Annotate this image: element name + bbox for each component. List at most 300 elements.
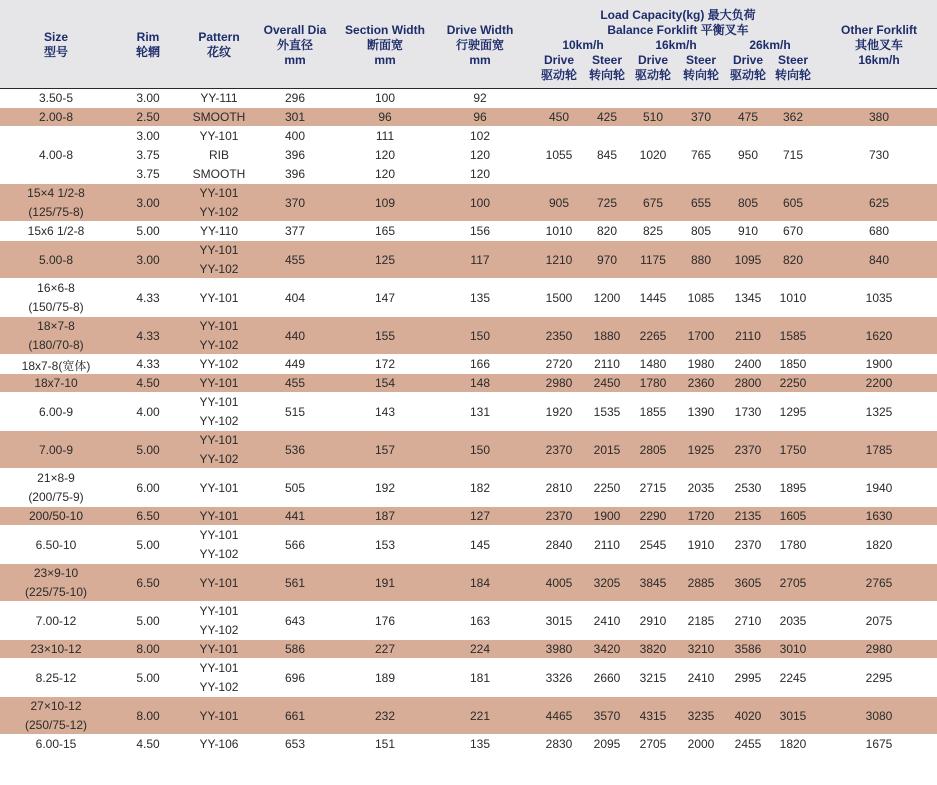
load-cell: 2095: [593, 737, 621, 751]
pattern-cell: YY-101: [199, 290, 239, 305]
section-width-cell: 120: [374, 167, 396, 181]
drive-width-cell: 163: [469, 613, 491, 628]
overall-dia-header-line: Overall Dia: [263, 23, 327, 37]
load-cell: 3845: [639, 575, 667, 590]
rim-cell: 4.50: [136, 737, 160, 751]
size-cell: 18x7-8(宽体): [21, 359, 91, 373]
load-cell: 1200: [593, 290, 621, 305]
load-cell: 2830: [545, 737, 573, 751]
pattern-cell: YY-102: [199, 452, 239, 466]
rim-cell: 3.00: [136, 91, 160, 105]
drive-subheader-line: Drive: [543, 53, 575, 67]
load-cell: 2035: [779, 613, 807, 628]
load-cell: 880: [690, 252, 712, 267]
overall-dia-cell: 377: [284, 224, 306, 238]
section-width-cell: 151: [374, 737, 396, 751]
load-cell: 905: [548, 195, 570, 210]
section-width-cell: 192: [374, 480, 396, 495]
section-width-cell: 153: [374, 537, 396, 552]
other-forklift-cell: 2295: [865, 670, 893, 685]
table-row: [0, 431, 937, 469]
rim-cell: 5.00: [136, 613, 160, 628]
table-row: [0, 317, 937, 355]
size-cell: 23×10-12: [30, 642, 82, 656]
load-cell: 1535: [593, 404, 621, 419]
pattern-cell: YY-101: [199, 575, 239, 590]
table-row: [0, 222, 937, 241]
overall-dia-header-line: mm: [284, 53, 306, 67]
load-cell: 2840: [545, 537, 573, 552]
size-cell: 3.50-5: [38, 91, 74, 105]
overall-dia-cell: 449: [284, 357, 306, 371]
drive-width-cell: 181: [469, 670, 491, 685]
pattern-cell: YY-102: [199, 262, 239, 276]
load-cell: 1390: [687, 404, 715, 419]
load-cell: 725: [596, 195, 618, 210]
load-cell: 715: [782, 148, 804, 162]
rim-cell: 3.00: [136, 129, 160, 143]
load-cell: 3210: [687, 642, 715, 656]
load-cell: 765: [690, 148, 712, 162]
load-cell: 2705: [779, 575, 807, 590]
pattern-cell: YY-101: [199, 642, 239, 656]
table-row: [0, 127, 937, 184]
pattern-cell: YY-111: [200, 91, 238, 105]
pattern-cell: YY-101: [199, 319, 239, 333]
load-cell: 3010: [779, 642, 807, 656]
pattern-cell: YY-102: [199, 357, 239, 371]
load-cell: 2290: [639, 509, 667, 523]
overall-dia-cell: 370: [284, 195, 306, 210]
rim-cell: 6.00: [136, 480, 160, 495]
drive-width-cell: 224: [469, 642, 491, 656]
rim-header-line: 轮辋: [135, 45, 160, 59]
pattern-cell: YY-101: [199, 129, 239, 143]
load-cell: 1925: [687, 442, 715, 457]
load-cell: 1585: [779, 328, 807, 343]
load-cell: 1850: [779, 357, 807, 371]
load-cell: 2110: [594, 357, 620, 371]
load-cell: 2530: [734, 480, 762, 495]
overall-dia-cell: 296: [284, 91, 306, 105]
load-cell: 362: [782, 110, 804, 124]
drive-width-cell: 145: [469, 537, 491, 552]
load-cell: 605: [782, 195, 804, 210]
other-forklift-cell: 2765: [865, 575, 893, 590]
pattern-cell: YY-101: [199, 509, 239, 523]
other-forklift-header: [819, 23, 937, 68]
drive-width-cell: 120: [469, 148, 491, 162]
size-cell: 6.00-9: [38, 404, 74, 419]
pattern-cell: YY-101: [199, 186, 239, 200]
load-cell: 425: [596, 110, 618, 124]
drive-width-cell: 184: [469, 575, 491, 590]
load-cell: 1085: [687, 290, 715, 305]
table-row: [0, 735, 937, 754]
rim-cell: 3.75: [136, 167, 160, 181]
steer-subheader-line: Steer: [777, 53, 809, 67]
drive-width-cell: 135: [469, 290, 491, 305]
steer-subheader-line: 转向轮: [774, 68, 811, 82]
load-cell: 1720: [687, 509, 715, 523]
load-cell: 1730: [734, 404, 762, 419]
load-cell: 2705: [639, 737, 667, 751]
overall-dia-cell: 455: [284, 252, 306, 267]
speed-26-header: 26km/h: [749, 38, 791, 52]
drive-width-cell: 221: [469, 708, 491, 723]
section-width-cell: 100: [374, 91, 396, 105]
section-width-header-line: Section Width: [345, 23, 425, 37]
load-cell: 1780: [639, 376, 667, 390]
section-width-cell: 147: [374, 290, 396, 305]
load-cell: 4465: [545, 708, 573, 723]
pattern-cell: YY-102: [199, 338, 239, 352]
other-forklift-cell: 1900: [865, 357, 893, 371]
load-cell: 1980: [687, 357, 715, 371]
table-row: [0, 89, 937, 108]
overall-dia-cell: 441: [284, 509, 306, 523]
section-width-cell: 191: [374, 575, 396, 590]
drive-subheader-line: 驱动轮: [540, 68, 577, 82]
load-cell: 1175: [640, 252, 666, 267]
other-forklift-cell: 2075: [865, 613, 893, 628]
size-cell: 18x7-10: [34, 376, 78, 390]
load-cell: 670: [782, 224, 804, 238]
overall-dia-cell: 653: [284, 737, 306, 751]
section-width-cell: 154: [374, 376, 396, 390]
drive-subheader-line: 驱动轮: [634, 68, 671, 82]
table-row: [0, 564, 937, 602]
rim-cell: 3.00: [136, 195, 160, 210]
load-cell: 1445: [639, 290, 667, 305]
load-cell: 1020: [639, 148, 667, 162]
rim-cell: 6.50: [136, 509, 160, 523]
size-cell: 7.00-12: [35, 613, 77, 628]
load-cell: 2265: [639, 328, 667, 343]
load-cell: 2800: [734, 376, 762, 390]
section-width-cell: 157: [374, 442, 396, 457]
other-forklift-cell: 380: [868, 110, 890, 124]
load-cell: 3570: [593, 708, 621, 723]
load-cell: 2545: [639, 537, 667, 552]
load-cell: 2710: [734, 613, 762, 628]
section-width-cell: 143: [374, 404, 396, 419]
size-cell: (225/75-10): [24, 585, 88, 599]
load-cell: 2135: [734, 509, 762, 523]
pattern-header-line: 花纹: [206, 45, 231, 59]
table-row: [0, 393, 937, 431]
load-cell: 1010: [545, 224, 573, 238]
load-cell: 675: [642, 195, 664, 210]
drive-subheader-line: Drive: [637, 53, 669, 67]
size-cell: 6.00-15: [35, 737, 77, 751]
table-row: [0, 640, 937, 659]
rim-cell: 4.33: [136, 328, 160, 343]
drive-width-cell: 135: [469, 737, 491, 751]
load-cell: 825: [642, 224, 664, 238]
drive-width-cell: 166: [469, 357, 491, 371]
drive-width-cell: 131: [469, 404, 491, 419]
pattern-cell: RIB: [208, 148, 229, 162]
load-capacity-header: [538, 8, 818, 38]
pattern-cell: YY-101: [199, 433, 239, 447]
size-cell: 18×7-8: [37, 319, 75, 333]
load-cell: 2810: [545, 480, 573, 495]
size-cell: (180/70-8): [28, 338, 84, 352]
overall-dia-cell: 536: [284, 442, 306, 457]
load-cell: 2015: [593, 442, 621, 457]
load-cell: 2885: [687, 575, 715, 590]
table-row: [0, 241, 937, 279]
size-cell: 2.00-8: [38, 110, 74, 124]
rim-cell: 5.00: [136, 670, 160, 685]
load-cell: 2350: [545, 328, 573, 343]
size-cell: (125/75-8): [28, 205, 84, 219]
rim-header-line: Rim: [136, 30, 160, 44]
load-cell: 4315: [639, 708, 667, 723]
load-cell: 2715: [639, 480, 667, 495]
other-forklift-cell: 1620: [865, 328, 893, 343]
load-cell: 2410: [593, 613, 621, 628]
drive-width-cell: 156: [469, 224, 491, 238]
rim-cell: 5.00: [136, 537, 160, 552]
load-cell: 2360: [687, 376, 715, 390]
load-cell: 1605: [779, 509, 807, 523]
pattern-cell: YY-102: [199, 547, 239, 561]
rim-cell: 3.75: [136, 148, 160, 162]
other-forklift-cell: 1785: [865, 442, 893, 457]
load-cell: 1480: [639, 357, 667, 371]
load-cell: 1880: [593, 328, 621, 343]
load-cell: 4020: [734, 708, 762, 723]
other-forklift-header-line: Other Forklift: [840, 23, 917, 37]
steer-subheader-line: Steer: [591, 53, 623, 67]
other-forklift-cell: 1630: [865, 509, 893, 523]
load-cell: 970: [596, 252, 618, 267]
load-cell: 820: [596, 224, 618, 238]
load-cell: 2805: [639, 442, 667, 457]
size-cell: (250/75-12): [24, 718, 88, 732]
load-cell: 655: [690, 195, 712, 210]
row-divider: [0, 753, 937, 754]
table-row: [0, 279, 937, 317]
drive-width-cell: 92: [473, 91, 487, 105]
overall-dia-cell: 661: [284, 708, 306, 723]
load-cell: 2720: [545, 357, 573, 371]
drive-subheader-line: 驱动轮: [729, 68, 766, 82]
load-cell: 845: [596, 148, 618, 162]
size-cell: 23×9-10: [33, 566, 79, 580]
section-width-cell: 227: [374, 642, 396, 656]
load-cell: 1210: [545, 252, 573, 267]
load-cell: 3235: [687, 708, 715, 723]
other-forklift-cell: 680: [868, 224, 890, 238]
pattern-cell: YY-101: [199, 243, 239, 257]
size-cell: 15x6 1/2-8: [27, 224, 85, 238]
load-cell: 2910: [639, 613, 667, 628]
section-width-cell: 109: [374, 195, 396, 210]
load-cell: 3015: [779, 708, 807, 723]
drive-width-cell: 120: [469, 167, 491, 181]
pattern-cell: YY-101: [199, 708, 239, 723]
load-cell: 2370: [545, 509, 573, 523]
load-cell: 2995: [734, 670, 762, 685]
overall-dia-cell: 396: [284, 148, 306, 162]
overall-dia-cell: 440: [284, 328, 306, 343]
load-cell: 1345: [734, 290, 762, 305]
pattern-cell: YY-101: [199, 604, 239, 618]
load-cell: 475: [737, 110, 759, 124]
overall-dia-cell: 643: [284, 613, 306, 628]
steer-subheader-line: Steer: [685, 53, 717, 67]
section-width-cell: 232: [374, 708, 396, 723]
other-forklift-cell: 2980: [865, 642, 893, 656]
other-forklift-cell: 1675: [865, 737, 893, 751]
size-cell: 8.25-12: [35, 670, 77, 685]
rim-cell: 8.00: [136, 642, 160, 656]
load-cell: 1295: [779, 404, 807, 419]
table-header: [0, 0, 937, 89]
rim-cell: 5.00: [136, 442, 160, 457]
pattern-cell: YY-101: [199, 376, 239, 390]
size-cell: 21×8-9: [37, 471, 75, 485]
rim-cell: 4.33: [136, 290, 160, 305]
load-cell: 2185: [687, 613, 715, 628]
other-forklift-cell: 3080: [865, 708, 893, 723]
pattern-cell: YY-102: [199, 623, 239, 637]
pattern-cell: SMOOTH: [192, 110, 246, 124]
load-cell: 2250: [593, 480, 621, 495]
pattern-header-line: Pattern: [198, 30, 240, 44]
load-cell: 3820: [639, 642, 667, 656]
table-row: [0, 507, 937, 526]
section-width-cell: 172: [374, 357, 396, 371]
load-capacity-header-line: Load Capacity(kg) 最大负荷: [600, 8, 756, 22]
other-forklift-cell: 1820: [865, 537, 893, 552]
overall-dia-cell: 404: [284, 290, 306, 305]
other-forklift-cell: 625: [868, 195, 890, 210]
load-cell: 1820: [779, 737, 807, 751]
table-row: [0, 659, 937, 697]
size-header-line: 型号: [43, 45, 68, 59]
load-cell: 2455: [734, 737, 762, 751]
drive-width-header-line: Drive Width: [446, 23, 514, 37]
drive-subheader-line: Drive: [732, 53, 764, 67]
size-cell: 4.00-8: [38, 148, 74, 162]
table-row: [0, 374, 937, 393]
load-cell: 1095: [734, 252, 762, 267]
section-width-cell: 96: [378, 110, 392, 124]
other-forklift-cell: 2200: [865, 376, 893, 390]
table-row: [0, 469, 937, 507]
overall-dia-cell: 455: [284, 376, 306, 390]
load-cell: 4005: [545, 575, 573, 590]
load-cell: 3980: [545, 642, 573, 656]
overall-dia-cell: 396: [284, 167, 306, 181]
load-cell: 3215: [639, 670, 667, 685]
section-width-cell: 176: [374, 613, 396, 628]
section-width-cell: 120: [374, 148, 396, 162]
overall-dia-cell: 505: [284, 480, 306, 495]
load-cell: 450: [548, 110, 570, 124]
load-cell: 2410: [687, 670, 715, 685]
load-cell: 2400: [734, 357, 762, 371]
load-cell: 820: [782, 252, 804, 267]
overall-dia-cell: 301: [284, 110, 306, 124]
size-header-line: Size: [43, 30, 68, 44]
size-cell: 6.50-10: [35, 537, 77, 552]
other-forklift-cell: 840: [868, 252, 890, 267]
load-cell: 2245: [779, 670, 807, 685]
section-width-header-line: 断面宽: [366, 38, 403, 52]
other-forklift-header-line: 16km/h: [858, 53, 900, 67]
other-forklift-header-line: 其他叉车: [854, 38, 903, 52]
section-width-cell: 165: [374, 224, 396, 238]
steer-subheader-line: 转向轮: [682, 68, 719, 82]
drive-width-cell: 117: [470, 252, 490, 267]
load-cell: 370: [690, 110, 712, 124]
rim-cell: 4.50: [136, 376, 160, 390]
size-cell: (150/75-8): [28, 300, 84, 314]
section-width-cell: 155: [374, 328, 396, 343]
section-width-header-line: mm: [374, 53, 396, 67]
rim-cell: 2.50: [136, 110, 160, 124]
load-cell: 1900: [593, 509, 621, 523]
overall-dia-cell: 566: [284, 537, 306, 552]
table-row: [0, 602, 937, 640]
pattern-cell: YY-102: [199, 680, 239, 694]
load-cell: 2035: [687, 480, 715, 495]
load-cell: 3205: [593, 575, 621, 590]
load-cell: 2110: [594, 537, 620, 552]
overall-dia-cell: 696: [284, 670, 306, 685]
size-cell: 7.00-9: [38, 442, 74, 457]
pattern-cell: YY-110: [199, 224, 239, 238]
load-cell: 1500: [545, 290, 573, 305]
table-row: [0, 184, 937, 222]
drive-width-header-line: 行驶面宽: [455, 38, 504, 52]
load-cell: 510: [642, 110, 664, 124]
other-forklift-cell: 1325: [865, 404, 893, 419]
load-cell: 2000: [687, 737, 715, 751]
load-cell: 2370: [734, 537, 762, 552]
section-width-cell: 111: [375, 129, 395, 143]
size-cell: 200/50-10: [28, 509, 84, 523]
load-cell: 1750: [779, 442, 807, 457]
load-cell: 1895: [779, 480, 807, 495]
drive-width-cell: 182: [469, 480, 491, 495]
size-cell: 16×6-8: [37, 281, 75, 295]
load-capacity-header-line: Balance Forklift 平衡叉车: [607, 23, 749, 37]
load-cell: 1780: [779, 537, 807, 552]
pattern-cell: YY-101: [199, 528, 239, 542]
load-cell: 1855: [639, 404, 667, 419]
rim-cell: 8.00: [136, 708, 160, 723]
load-cell: 2980: [545, 376, 573, 390]
pattern-cell: YY-106: [199, 737, 239, 751]
load-cell: 1910: [687, 537, 715, 552]
drive-width-cell: 148: [469, 376, 491, 390]
pattern-cell: YY-102: [199, 414, 239, 428]
size-cell: 27×10-12: [30, 699, 82, 713]
table-row: [0, 697, 937, 735]
rim-cell: 4.00: [136, 404, 160, 419]
load-cell: 3586: [734, 642, 762, 656]
load-cell: 2450: [593, 376, 621, 390]
load-cell: 3420: [593, 642, 621, 656]
load-cell: 3605: [734, 575, 762, 590]
load-cell: 1700: [687, 328, 715, 343]
